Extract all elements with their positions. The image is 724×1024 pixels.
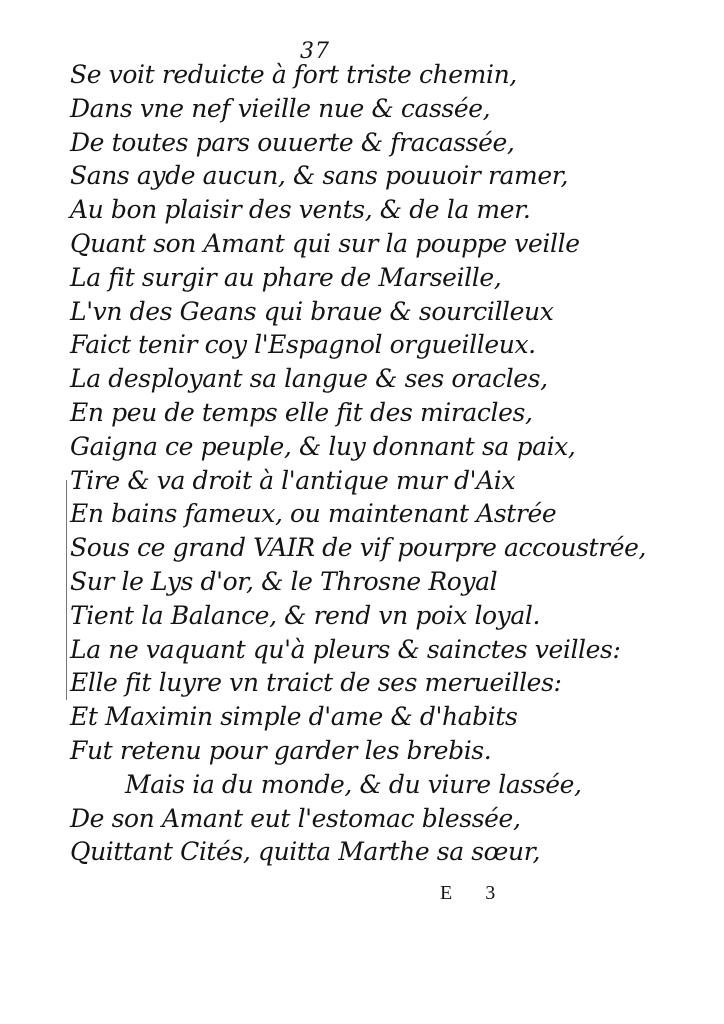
verse-line: De son Amant eut l'estomac blessée,: [70, 803, 521, 833]
verse-line: Et Maximin simple d'ame & d'habits: [70, 702, 518, 732]
verse-line: Mais ia du monde, & du viure lassée,: [125, 769, 582, 799]
verse-line: La fit surgir au phare de Marseille,: [70, 262, 502, 292]
page-number: 37: [300, 39, 330, 64]
verse-line: La desployant sa langue & ses oracles,: [70, 364, 548, 394]
verse-line: Dans vne nef vieille nue & cassée,: [70, 93, 491, 123]
verse-line: En bains fameux, ou maintenant Astrée: [70, 499, 557, 529]
verse-line: Quant son Amant qui sur la pouppe veille: [70, 228, 580, 258]
verse-line: Gaigna ce peuple, & luy donnant sa paix,: [70, 431, 576, 461]
verse-line: Quittant Cités, quitta Marthe sa sœur,: [70, 837, 541, 867]
signature-mark: E 3: [440, 882, 510, 904]
verse-line: Fut retenu pour garder les brebis.: [70, 735, 492, 765]
verse-line: Sous ce grand VAIR de vif pourpre accoustrée,: [70, 533, 647, 563]
verse-line: De toutes pars ouuerte & fracassée,: [70, 127, 515, 157]
verse-line: Sans ayde aucun, & sans pouuoir ramer,: [70, 161, 569, 191]
verse-line: Se voit reduicte à fort triste chemin,: [70, 60, 517, 89]
verse-line: Au bon plaisir des vents, & de la mer.: [70, 195, 531, 225]
verse-line: Tient la Balance, & rend vn poix loyal.: [70, 600, 541, 630]
verse-line: La ne vaquant qu'à pleurs & sainctes veilles:: [70, 634, 621, 664]
verse-line: Sur le Lys d'or, & le Throsne Royal: [70, 566, 498, 596]
verse-block: [70, 58, 670, 869]
margin-mark: [66, 480, 67, 700]
verse-line: L'vn des Geans qui braue & sourcilleux: [70, 296, 554, 326]
verse-line: Tire & va droit à l'antique mur d'Aix: [70, 465, 516, 495]
verse-line: Faict tenir coy l'Espagnol orgueilleux.: [70, 330, 536, 360]
verse-line: En peu de temps elle fit des miracles,: [70, 397, 533, 427]
verse-line: Elle fit luyre vn traict de ses merueilles:: [70, 668, 562, 698]
